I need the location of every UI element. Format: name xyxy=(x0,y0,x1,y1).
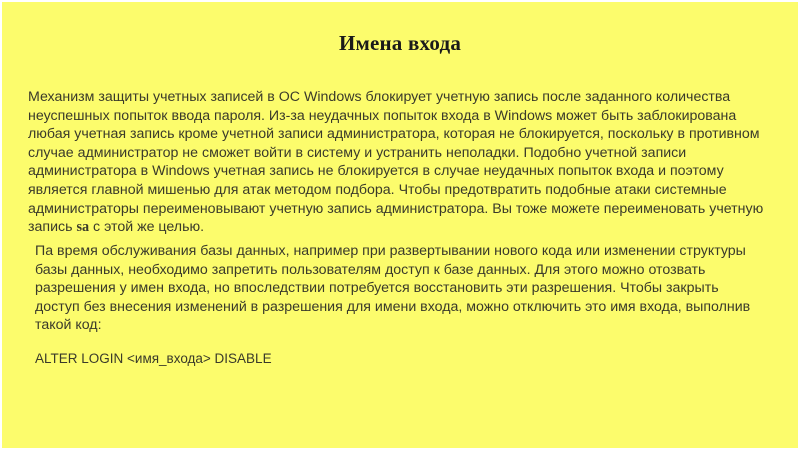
slide-title: Имена входа xyxy=(338,31,462,55)
code-snippet: ALTER LOGIN <имя_входа> DISABLE xyxy=(35,351,272,366)
paragraph-text: Механизм защиты учетных записей в ОС Windows блокирует учетную запись после заданного количества неуспешных попыток ввода пароля. Из-за неудачных попыток входа в Windows может быть заблокирована любая учетная запись кроме учетной записи администратора, которая не блокируется, поскольку в противном случае администратор не сможет войти в систему и устранить неполадки. Подобно учетной записи администратора в Windows учетная запись не блокируется в случае неудачных попыток входа и поэтому является главной мишенью для атак методом подбора. Чтобы предотвратить подобные атаки системные администраторы переименовывают учетную запись администратора. Вы тоже можете переименовать учетную запись xyxy=(28,89,764,236)
paragraph-disable-login: Па время обслуживания базы данных, например при развертывании нового кода или изменении структуры базы данных, необходимо запретить пользователям доступ к базе данных. Для этого можно отозвать разрешения у имен входа, но впоследствии потребуется восстановить эти разрешения. Чтобы закрыть доступ без внесения изменений в разрешения для имени входа, можно отключить это имя входа, выполнив такой код: xyxy=(35,243,751,334)
paragraph-text-end: с этой же целью. xyxy=(93,219,205,236)
paragraph-account-lockout xyxy=(28,88,773,237)
sa-account-name: sa xyxy=(76,219,90,236)
slide xyxy=(2,2,798,448)
